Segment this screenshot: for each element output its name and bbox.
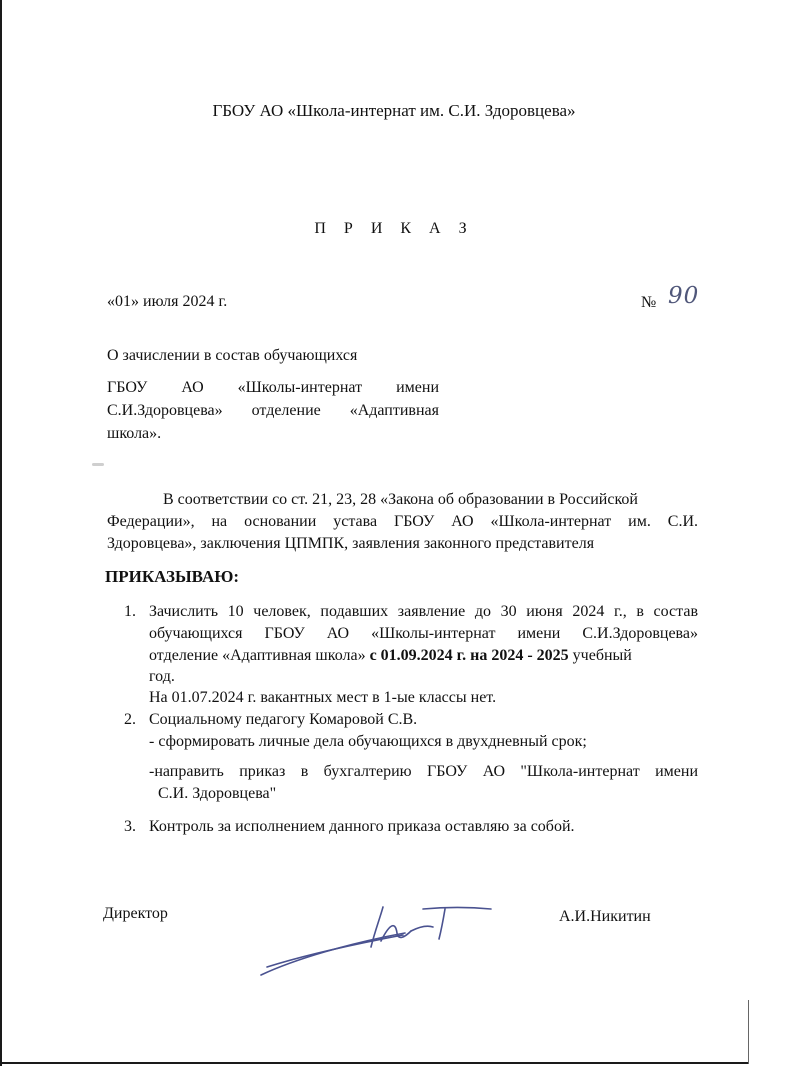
subject-line-2: ГБОУ АО «Школы-интернат имени	[107, 379, 439, 396]
item-1-line-3	[149, 645, 632, 666]
item-2-number: 2.	[124, 711, 136, 728]
scan-bottom-edge	[0, 1062, 748, 1064]
organization-header: ГБОУ АО «Школа-интернат им. С.И. Здоровцева»	[212, 101, 576, 120]
subject-line-4: школа».	[107, 425, 162, 442]
handwritten-signature	[255, 897, 495, 981]
item-2-line-3: -направить приказ в бухгалтерию ГБОУ АО "Школа-интернат имени	[149, 763, 698, 780]
order-date: «01» июля 2024 г.	[107, 293, 228, 310]
scan-speck	[92, 463, 104, 466]
subject-line-3: С.И.Здоровцева» отделение «Адаптивная	[107, 402, 439, 419]
item-2-line-2: - сформировать личные дела обучающихся в двухдневный срок;	[149, 733, 587, 750]
item-3-number: 3.	[124, 818, 136, 835]
item-1-number: 1.	[124, 603, 136, 620]
item-2-line-1: Социальному педагогу Комаровой С.В.	[149, 711, 418, 728]
document-title: П Р И К А З	[314, 220, 474, 237]
order-number-handwritten: 90	[668, 283, 700, 309]
item-1-line-4: год.	[149, 668, 175, 685]
signer-position: Директор	[103, 905, 168, 922]
item-1-line-1: Зачислить 10 человек, подавших заявление до 30 июня 2024 г., в состав	[149, 603, 698, 620]
preamble-line-1: В соответствии со ст. 21, 23, 28 «Закона об образовании в Российской	[163, 491, 638, 508]
item-1-line-2: обучающихся ГБОУ АО «Школы-интернат имени С.И.Здоровцева»	[149, 625, 698, 642]
item-3-line-1: Контроль за исполнением данного приказа оставляю за собой.	[149, 818, 575, 835]
item-2-line-4: С.И. Здоровцева"	[158, 785, 277, 802]
order-number-label: №	[641, 294, 657, 311]
scan-left-edge	[0, 0, 2, 1066]
order-heading: ПРИКАЗЫВАЮ:	[105, 567, 240, 586]
preamble-line-3: Здоровцева», заключения ЦПМПК, заявления законного представителя	[107, 535, 595, 552]
subject-line-1: О зачислении в состав обучающихся	[107, 347, 358, 364]
item-1-line-5: На 01.07.2024 г. вакантных мест в 1-ые классы нет.	[149, 689, 497, 706]
item-1-line-3-suffix: учебный	[568, 647, 632, 664]
scan-right-edge	[748, 1000, 749, 1064]
item-1-line-3-bold: с 01.09.2024 г. на 2024 - 2025	[369, 647, 569, 664]
signer-name: А.И.Никитин	[559, 908, 651, 925]
item-1-line-3-prefix: отделение «Адаптивная школа»	[149, 647, 370, 664]
preamble-line-2: Федерации», на основании устава ГБОУ АО «Школа-интернат им. С.И.	[107, 513, 698, 530]
